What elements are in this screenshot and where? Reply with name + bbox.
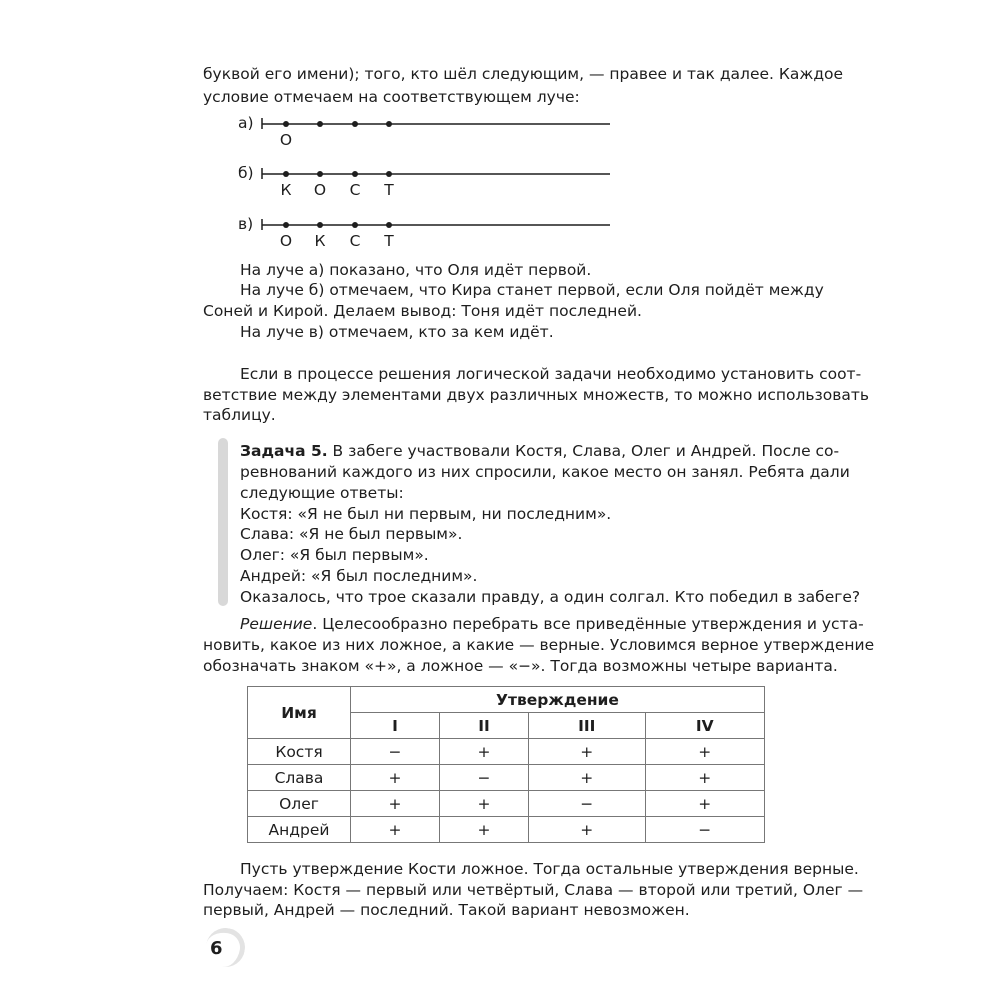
ray-a-point-3 [352, 121, 358, 127]
table-row-name: Олег [248, 791, 351, 817]
table-row [248, 791, 765, 817]
ray-b-point-4 [386, 171, 392, 177]
task-line-3: следующие ответы: [240, 484, 404, 502]
task-line-1 [240, 441, 839, 461]
task-line-4: Костя: «Я не был ни первым, ни последним». [240, 505, 612, 523]
solution-line-3: обозначать знаком «+», а ложное — «−». Тогда возможны четыре варианта. [203, 657, 838, 675]
table-col-header: I [351, 713, 440, 739]
ray-c-label: в) [238, 215, 254, 233]
solution-label: Решение [240, 615, 313, 633]
table-cell: + [529, 739, 645, 765]
ray-b-point-1 [283, 171, 289, 177]
ray-c-point-label-1: О [279, 232, 293, 250]
solution-line-1-text: . Целесообразно перебрать все приведённые утверждения и уста- [312, 615, 864, 633]
ray-c-point-3 [352, 222, 358, 228]
table-row [248, 739, 765, 765]
table-header-group: Утверждение [351, 687, 765, 713]
statements-table [247, 686, 765, 843]
explain-line-3: Соней и Кирой. Делаем вывод: Тоня идёт последней. [203, 302, 642, 320]
table-row [248, 765, 765, 791]
ray-c-point-label-4: Т [384, 232, 394, 250]
task-line-6: Олег: «Я был первым». [240, 546, 429, 564]
ray-c-point-2 [317, 222, 323, 228]
table-cell: + [645, 765, 764, 791]
page-number: 6 [210, 938, 223, 959]
table-col-header: IV [645, 713, 764, 739]
conclusion-line-1: Пусть утверждение Кости ложное. Тогда остальные утверждения верные. [240, 860, 859, 878]
table-row [248, 817, 765, 843]
table-cell: + [351, 765, 440, 791]
ray-b-point-label-2: О [313, 181, 327, 199]
ray-a-point-label-1: О [279, 131, 293, 149]
table-header-name: Имя [248, 687, 351, 739]
table-cell: + [645, 791, 764, 817]
table-cell: + [440, 739, 529, 765]
ray-b-label: б) [238, 164, 254, 182]
para-line-1: Если в процессе решения логической задачи необходимо установить соот- [240, 365, 862, 383]
ray-c [262, 219, 610, 230]
table-col-header: II [440, 713, 529, 739]
task-line-8: Оказалось, что трое сказали правду, а один солгал. Кто победил в забеге? [240, 588, 861, 606]
table-row-name: Андрей [248, 817, 351, 843]
table-cell: − [645, 817, 764, 843]
task-line-1-text: В забеге участвовали Костя, Слава, Олег и Андрей. После со- [327, 442, 840, 460]
ray-c-point-label-2: К [314, 232, 326, 250]
ray-c-point-4 [386, 222, 392, 228]
ray-b-point-label-3: С [349, 181, 361, 199]
ray-a-label: а) [238, 114, 254, 132]
ray-b-point-2 [317, 171, 323, 177]
conclusion-line-3: первый, Андрей — последний. Такой вариант невозможен. [203, 901, 690, 919]
table-cell: + [440, 817, 529, 843]
intro-line-1: буквой его имени); того, кто шёл следующим, — правее и так далее. Каждое [203, 65, 844, 83]
explain-line-4: На луче в) отмечаем, кто за кем идёт. [240, 323, 554, 341]
ray-b-point-label-1: К [280, 181, 292, 199]
conclusion-line-2: Получаем: Костя — первый или четвёртый, Слава — второй или третий, Олег — [203, 881, 864, 899]
rays-diagram [0, 0, 1000, 260]
para-line-2: ветствие между элементами двух различных множеств, то можно использовать [203, 386, 870, 404]
table-cell: + [351, 817, 440, 843]
table-cell: + [529, 817, 645, 843]
ray-a [262, 118, 610, 129]
solution-line-1 [240, 614, 864, 634]
ray-c-point-1 [283, 222, 289, 228]
table-col-header: III [529, 713, 645, 739]
ray-c-point-label-3: С [349, 232, 361, 250]
task-line-2: ревнований каждого из них спросили, какое место он занял. Ребята дали [240, 463, 850, 481]
table-cell: − [440, 765, 529, 791]
explain-line-2: На луче б) отмечаем, что Кира станет первой, если Оля пойдёт между [240, 281, 824, 299]
ray-b-point-label-4: Т [384, 181, 394, 199]
table-cell: + [440, 791, 529, 817]
task-line-7: Андрей: «Я был последним». [240, 567, 478, 585]
ray-a-point-1 [283, 121, 289, 127]
table-cell: + [529, 765, 645, 791]
task-side-bar [218, 438, 228, 606]
table-row-name: Слава [248, 765, 351, 791]
intro-line-2: условие отмечаем на соответствующем луче: [203, 88, 580, 106]
para-line-3: таблицу. [203, 406, 276, 424]
task-title: Задача 5. [240, 442, 328, 460]
table-cell: − [351, 739, 440, 765]
ray-b-point-3 [352, 171, 358, 177]
ray-b [262, 168, 610, 179]
table-row-name: Костя [248, 739, 351, 765]
solution-line-2: новить, какое из них ложное, а какие — верные. Условимся верное утверждение [203, 636, 875, 654]
table-cell: + [645, 739, 764, 765]
table-cell: − [529, 791, 645, 817]
task-line-5: Слава: «Я не был первым». [240, 525, 463, 543]
ray-a-point-2 [317, 121, 323, 127]
table-cell: + [351, 791, 440, 817]
ray-a-point-4 [386, 121, 392, 127]
explain-line-1: На луче а) показано, что Оля идёт первой. [240, 261, 592, 279]
